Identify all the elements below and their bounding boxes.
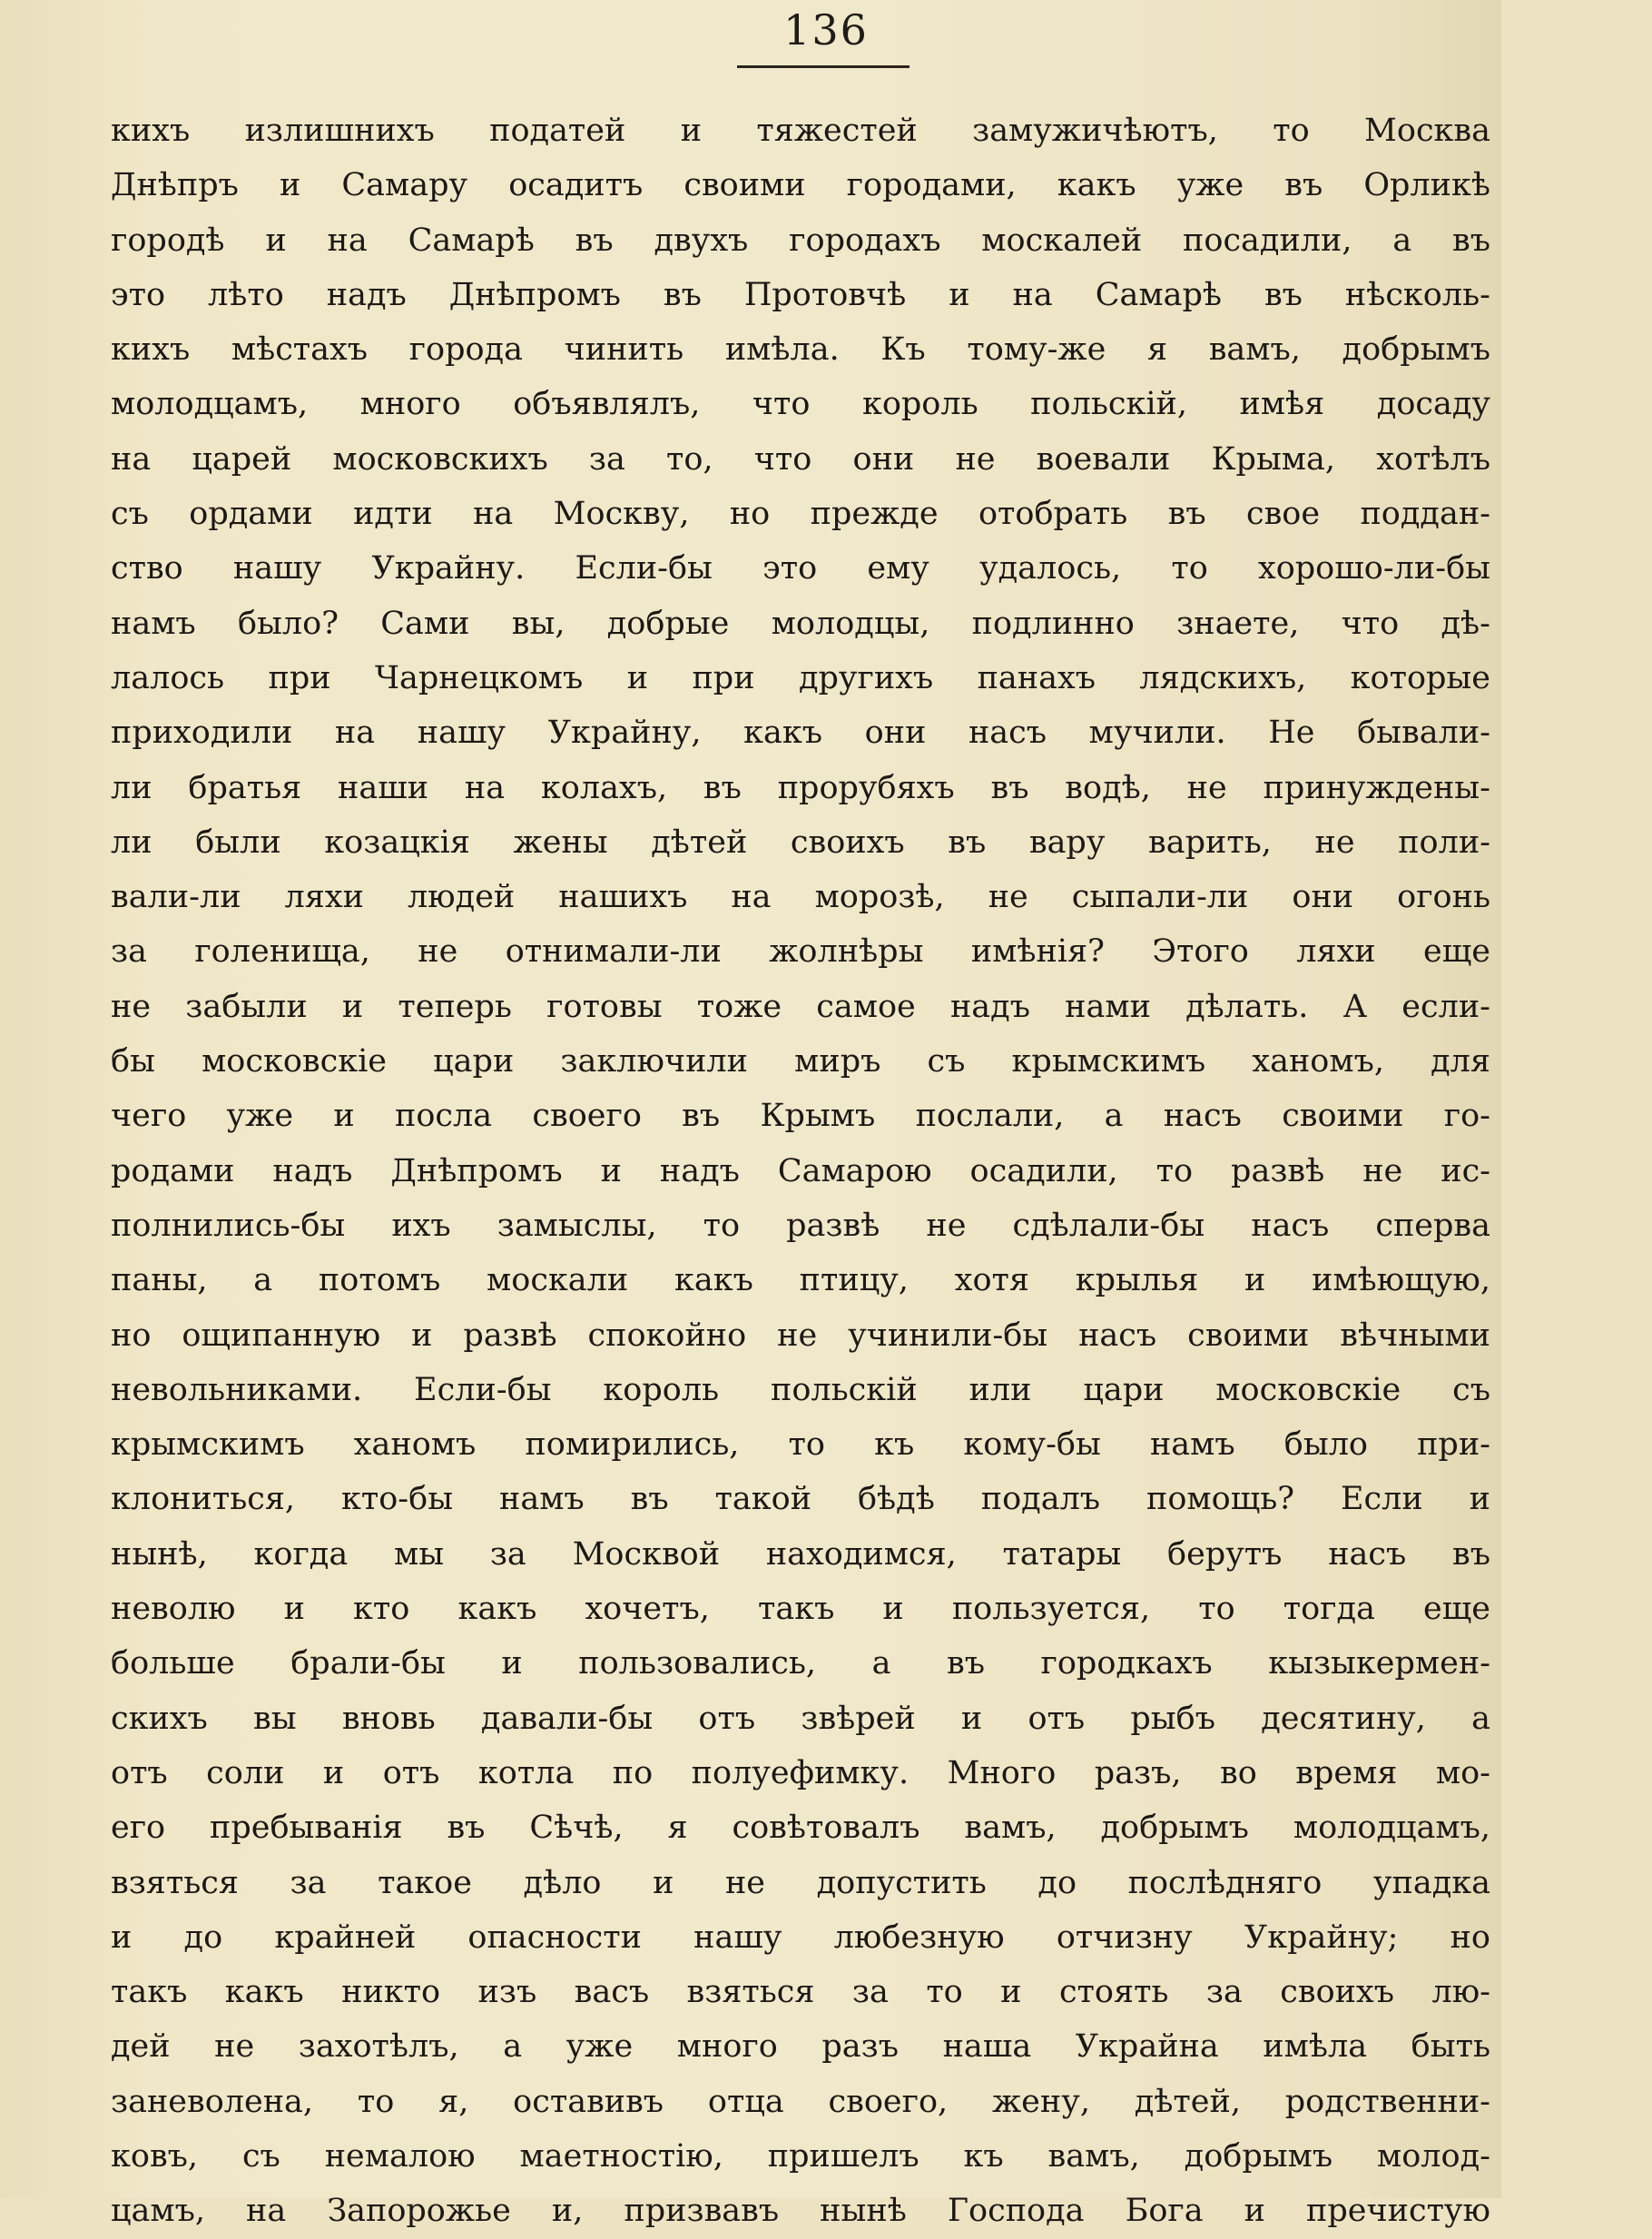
text-line: за голенища, не отнимали-ли жолнѣры имѣнія? Этого ляхи еще	[111, 933, 1490, 971]
text-line: ство нашу Украйну. Если-бы это ему удалось, то хорошо-ли-бы	[111, 550, 1490, 587]
text-line: кихъ излишнихъ податей и тяжестей замужичѣютъ, то Москва	[111, 113, 1490, 149]
text-line: ли братья наши на колахъ, въ прорубяхъ въ водѣ, не принуждены-	[111, 769, 1490, 806]
page-number: 136	[783, 5, 869, 54]
header-rule	[737, 65, 910, 68]
text-line: дей не захотѣлъ, а уже много разъ наша Украйна имѣла быть	[111, 2028, 1490, 2066]
text-line: клониться, кто-бы намъ въ такой бѣдѣ подалъ помощь? Если и	[111, 1481, 1490, 1518]
text-line: это лѣто надъ Днѣпромъ въ Протовчѣ и на Самарѣ въ нѣсколь-	[111, 276, 1490, 313]
text-line: паны, а потомъ москали какъ птицу, хотя крылья и имѣющую,	[111, 1262, 1490, 1299]
text-line: не забыли и теперь готовы тоже самое надъ нами дѣлать. А если-	[111, 988, 1490, 1025]
text-line: неволю и кто какъ хочетъ, такъ и пользуется, то тогда еще	[111, 1591, 1490, 1628]
text-line: крымскимъ ханомъ помирились, то къ кому-бы намъ было при-	[111, 1426, 1490, 1464]
text-line: съ ордами идти на Москву, но прежде отобрать въ свое поддан-	[111, 496, 1490, 533]
text-line: невольниками. Если-бы король польскій или цари московскіе съ	[111, 1371, 1490, 1408]
text-line: ковъ, съ немалою маетностію, пришелъ къ вамъ, добрымъ молод-	[111, 2137, 1490, 2175]
text-line: лалось при Чарнецкомъ и при другихъ панахъ лядскихъ, которые	[111, 659, 1490, 696]
text-line: приходили на нашу Украйну, какъ они насъ мучили. Не бывали-	[111, 715, 1490, 752]
text-line: полнились-бы ихъ замыслы, то развѣ не сдѣлали-бы насъ сперва	[111, 1207, 1490, 1244]
text-line: скихъ вы вновь давали-бы отъ звѣрей и отъ рыбъ десятину, а	[111, 1700, 1490, 1737]
text-line: взяться за такое дѣло и не допустить до послѣдняго упадка	[111, 1864, 1490, 1901]
text-line: чего уже и посла своего въ Крымъ послали, а насъ своими го-	[111, 1098, 1490, 1135]
text-line: кихъ мѣстахъ города чинить имѣла. Къ тому-же я вамъ, добрымъ	[111, 331, 1490, 369]
text-line: ли были козацкія жены дѣтей своихъ въ вару варить, не поли-	[111, 824, 1490, 861]
text-line: цамъ, на Запорожье и, призвавъ нынѣ Господа Бога и пречистую	[111, 2193, 1490, 2230]
text-line: Днѣпръ и Самару осадитъ своими городами, какъ уже въ Орликѣ	[111, 167, 1490, 204]
text-line: и до крайней опасности нашу любезную отчизну Украйну; но	[111, 1918, 1490, 1956]
text-line: молодцамъ, много объявлялъ, что король польскій, имѣя досаду	[111, 386, 1490, 423]
text-line: бы московскіе цари заключили миръ съ крымскимъ ханомъ, для	[111, 1043, 1490, 1080]
text-line: намъ было? Сами вы, добрые молодцы, подлинно знаете, что дѣ-	[111, 605, 1490, 642]
text-line: вали-ли ляхи людей нашихъ на морозѣ, не сыпали-ли они огонь	[111, 879, 1490, 916]
text-line: но ощипанную и развѣ спокойно не учинили-бы насъ своими вѣчными	[111, 1317, 1490, 1354]
text-line: отъ соли и отъ котла по полуефимку. Много разъ, во время мо-	[111, 1754, 1490, 1791]
text-line: родами надъ Днѣпромъ и надъ Самарою осадили, то развѣ не ис-	[111, 1152, 1490, 1189]
text-line: на царей московскихъ за то, что они не воевали Крыма, хотѣлъ	[111, 440, 1490, 478]
text-line: такъ какъ никто изъ васъ взяться за то и стоять за своихъ лю-	[111, 1974, 1490, 2011]
text-line: его пребыванія въ Сѣчѣ, я совѣтовалъ вамъ, добрымъ молодцамъ,	[111, 1810, 1490, 1847]
text-line: городѣ и на Самарѣ въ двухъ городахъ москалей посадили, а въ	[111, 222, 1490, 259]
text-line: заневолена, то я, оставивъ отца своего, жену, дѣтей, родственни-	[111, 2083, 1490, 2120]
text-line: нынѣ, когда мы за Москвой находимся, татары берутъ насъ въ	[111, 1535, 1490, 1573]
body-text	[111, 104, 1490, 2239]
text-line: больше брали-бы и пользовались, а въ городкахъ кызыкермен-	[111, 1645, 1490, 1682]
